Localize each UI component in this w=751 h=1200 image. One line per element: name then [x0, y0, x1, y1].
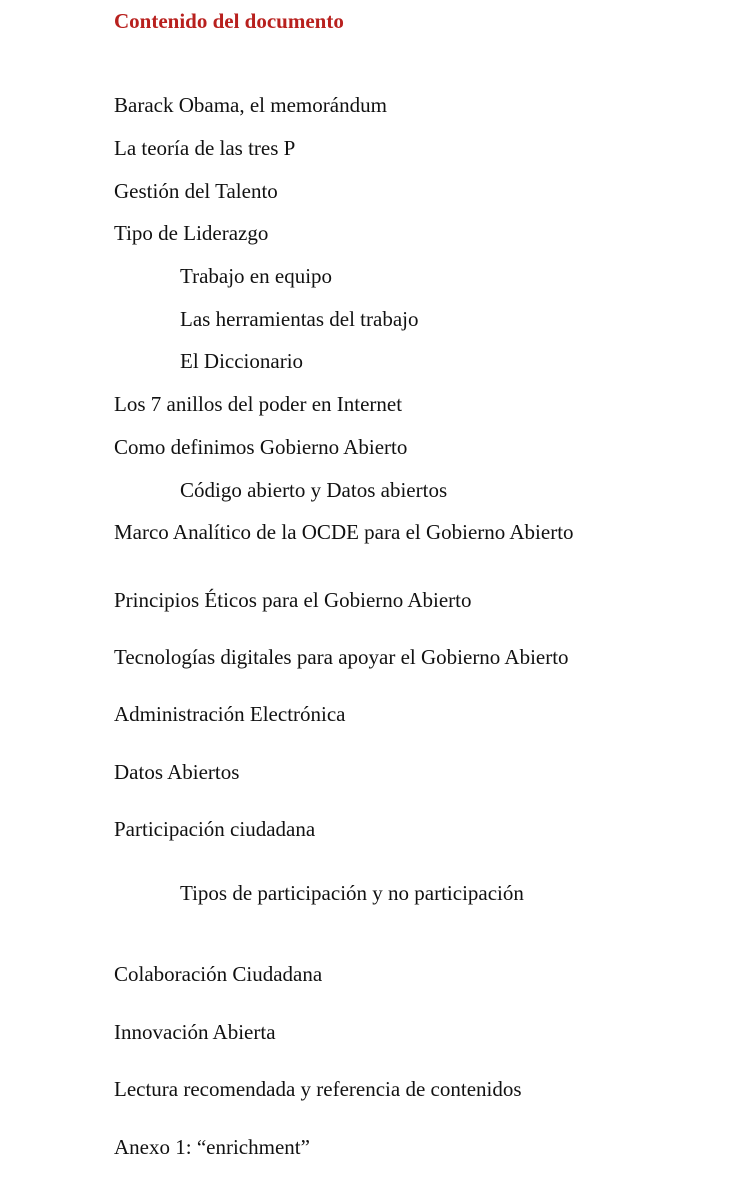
toc-entry-7-anillos: Los 7 anillos del poder en Internet — [114, 392, 403, 416]
toc-entry-gobierno-abierto-def: Como definimos Gobierno Abierto — [114, 435, 408, 459]
toc-title: Contenido del documento — [114, 9, 344, 33]
toc-entry-trabajo-equipo: Trabajo en equipo — [180, 264, 333, 288]
toc-entry-tipo-liderazgo: Tipo de Liderazgo — [114, 221, 269, 245]
toc-entry-lectura-recomendada: Lectura recomendada y referencia de contenidos — [114, 1077, 522, 1101]
toc-entry-principios-eticos: Principios Éticos para el Gobierno Abierto — [114, 588, 472, 612]
toc-entry-innovacion-abierta: Innovación Abierta — [114, 1020, 276, 1044]
toc-entry-codigo-abierto: Código abierto y Datos abiertos — [180, 478, 448, 502]
toc-entry-marco-ocde: Marco Analítico de la OCDE para el Gobierno Abierto — [114, 520, 574, 544]
toc-entry-barack-obama: Barack Obama, el memorándum — [114, 93, 387, 117]
toc-entry-tres-p: La teoría de las tres P — [114, 136, 296, 160]
toc-entry-participacion-ciudadana: Participación ciudadana — [114, 817, 316, 841]
toc-entry-gestion-talento: Gestión del Talento — [114, 179, 278, 203]
toc-entry-datos-abiertos: Datos Abiertos — [114, 760, 240, 784]
toc-entry-herramientas-trabajo: Las herramientas del trabajo — [180, 307, 419, 331]
toc-entry-anexo-1: Anexo 1: “enrichment” — [114, 1135, 310, 1159]
toc-entry-tipos-participacion: Tipos de participación y no participación — [180, 881, 524, 905]
toc-entry-administracion-electronica: Administración Electrónica — [114, 702, 346, 726]
toc-entry-tecnologias-digitales: Tecnologías digitales para apoyar el Gobierno Abierto — [114, 645, 569, 669]
toc-entry-diccionario: El Diccionario — [180, 349, 304, 373]
toc-entry-colaboracion-ciudadana: Colaboración Ciudadana — [114, 962, 323, 986]
